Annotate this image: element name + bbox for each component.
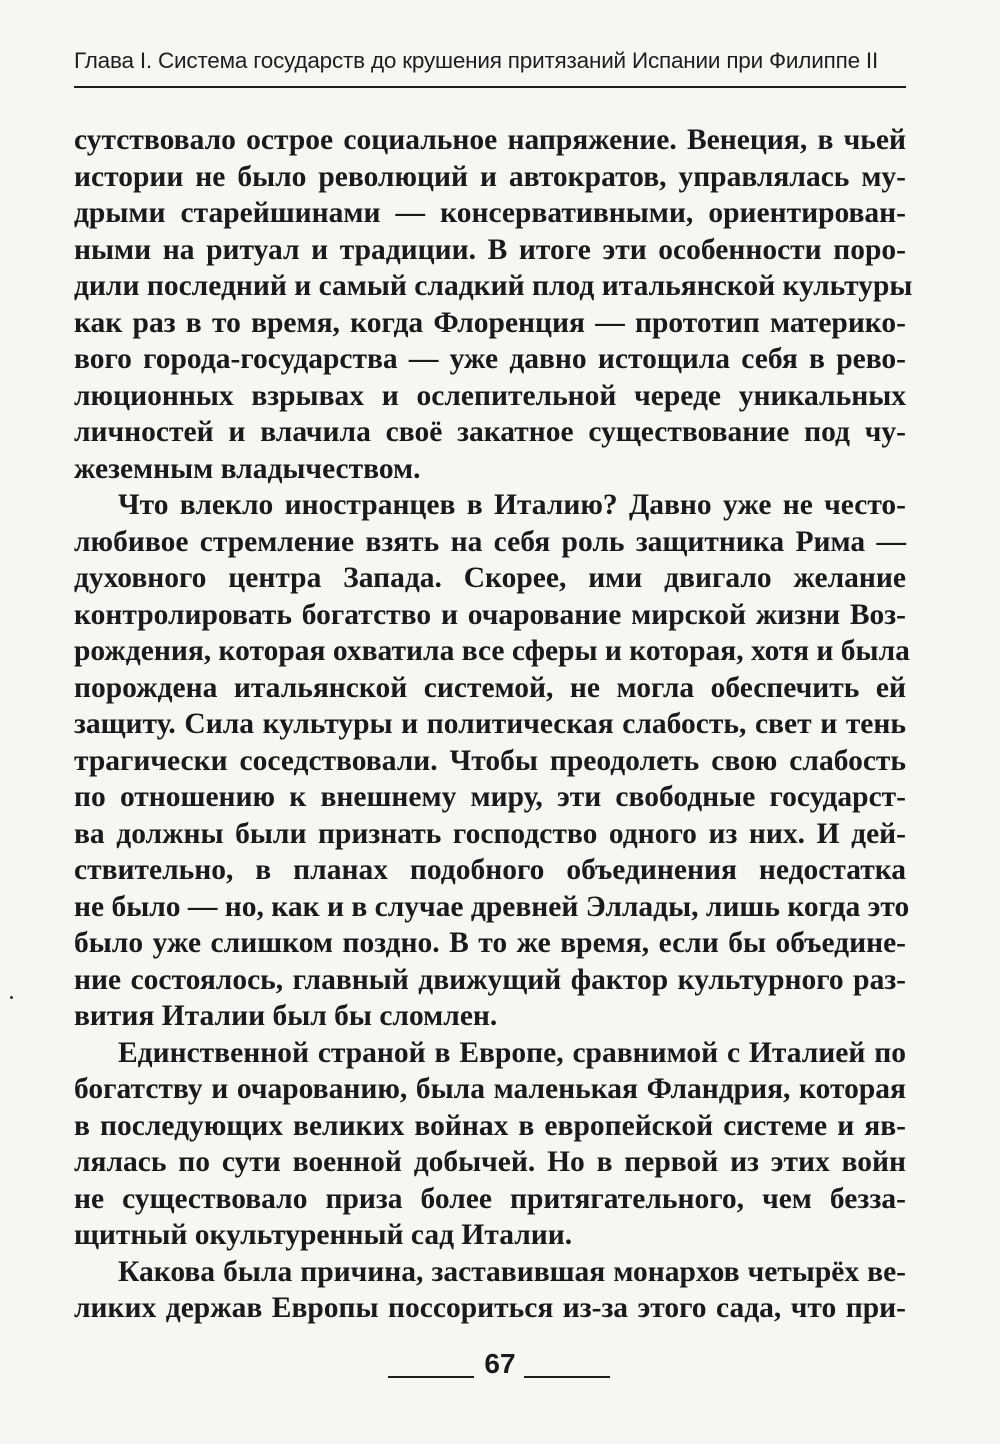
scan-speck xyxy=(10,996,13,999)
text-line: сутствовало острое социальное напряжение. Венеция, в чьей xyxy=(74,124,906,156)
text-line: дили последний и самый сладкий плод итальянской культуры xyxy=(74,270,913,302)
text-line: лялась по сути военной добычей. Но в первой из этих войн xyxy=(74,1146,906,1178)
text-line: было уже слишком поздно. В то же время, если бы объедине- xyxy=(74,927,906,959)
text-line: защиту. Сила культуры и политическая слабость, свет и тень xyxy=(74,708,906,740)
text-line: рождения, которая охватила все сферы и которая, хотя и была xyxy=(74,635,910,667)
folio-rule-right xyxy=(524,1376,610,1378)
text-line: духовного центра Запада. Скорее, ими двигало желание xyxy=(74,562,906,594)
text-line: дрыми старейшинами — консервативными, ориентирован- xyxy=(74,197,906,229)
body-text xyxy=(74,122,913,1327)
text-line: истории не было революций и автократов, управлялась му- xyxy=(74,160,906,193)
text-line: щитный окультуренный сад Италии. xyxy=(74,1219,573,1251)
running-header: Глава I. Система государств до крушения притязаний Испании при Филиппе II xyxy=(74,48,879,73)
text-line: Какова была причина, заставившая монархов четырёх ве- xyxy=(118,1255,906,1288)
text-line: богатству и очарованию, была маленькая Фландрия, которая xyxy=(74,1073,906,1105)
text-line: не существовало приза более притягательного, чем безза- xyxy=(74,1182,906,1215)
text-line: личностей и влачила своё закатное существование под чу- xyxy=(74,416,906,448)
text-line: ными на ритуал и традиции. В итоге эти особенности поро- xyxy=(74,233,906,266)
text-line: люционных взрывах и ослепительной череде уникальных xyxy=(74,379,906,412)
text-line: по отношению к внешнему миру, эти свободные государст- xyxy=(74,781,906,813)
text-line: как раз в то время, когда Флоренция — прототип материко- xyxy=(74,306,906,339)
text-line: контролировать богатство и очарование мирской жизни Воз- xyxy=(74,598,906,631)
text-line: Что влекло иностранцев в Италию? Давно уже не често- xyxy=(118,489,906,521)
text-line: ва должны были признать господство одного из них. И дей- xyxy=(74,817,906,850)
text-line: в последующих великих войнах в европейской системе и яв- xyxy=(74,1109,906,1142)
page-number: 67 xyxy=(484,1348,516,1379)
text-line: жеземным владычеством. xyxy=(74,452,421,485)
text-line: Единственной страной в Европе, сравнимой с Италией по xyxy=(118,1036,906,1069)
text-line: ликих держав Европы поссориться из-за этого сада, что при- xyxy=(74,1292,906,1324)
text-line: любивое стремление взять на себя роль защитника Рима — xyxy=(74,525,906,558)
text-line: вития Италии был бы сломлен. xyxy=(74,1000,498,1032)
text-line: вого города-государства — уже давно истощила себя в рево- xyxy=(74,343,906,375)
text-line: трагически соседствовали. Чтобы преодолеть свою слабость xyxy=(74,744,906,777)
text-line: ствительно, в планах подобного объединения недостатка xyxy=(74,854,906,886)
header-rule xyxy=(74,86,906,88)
text-line: ние состоялось, главный движущий фактор культурного раз- xyxy=(74,963,906,996)
text-line: не было — но, как и в случае древней Эллады, лишь когда это xyxy=(74,890,910,923)
text-line: порождена итальянской системой, не могла обеспечить ей xyxy=(74,671,906,704)
